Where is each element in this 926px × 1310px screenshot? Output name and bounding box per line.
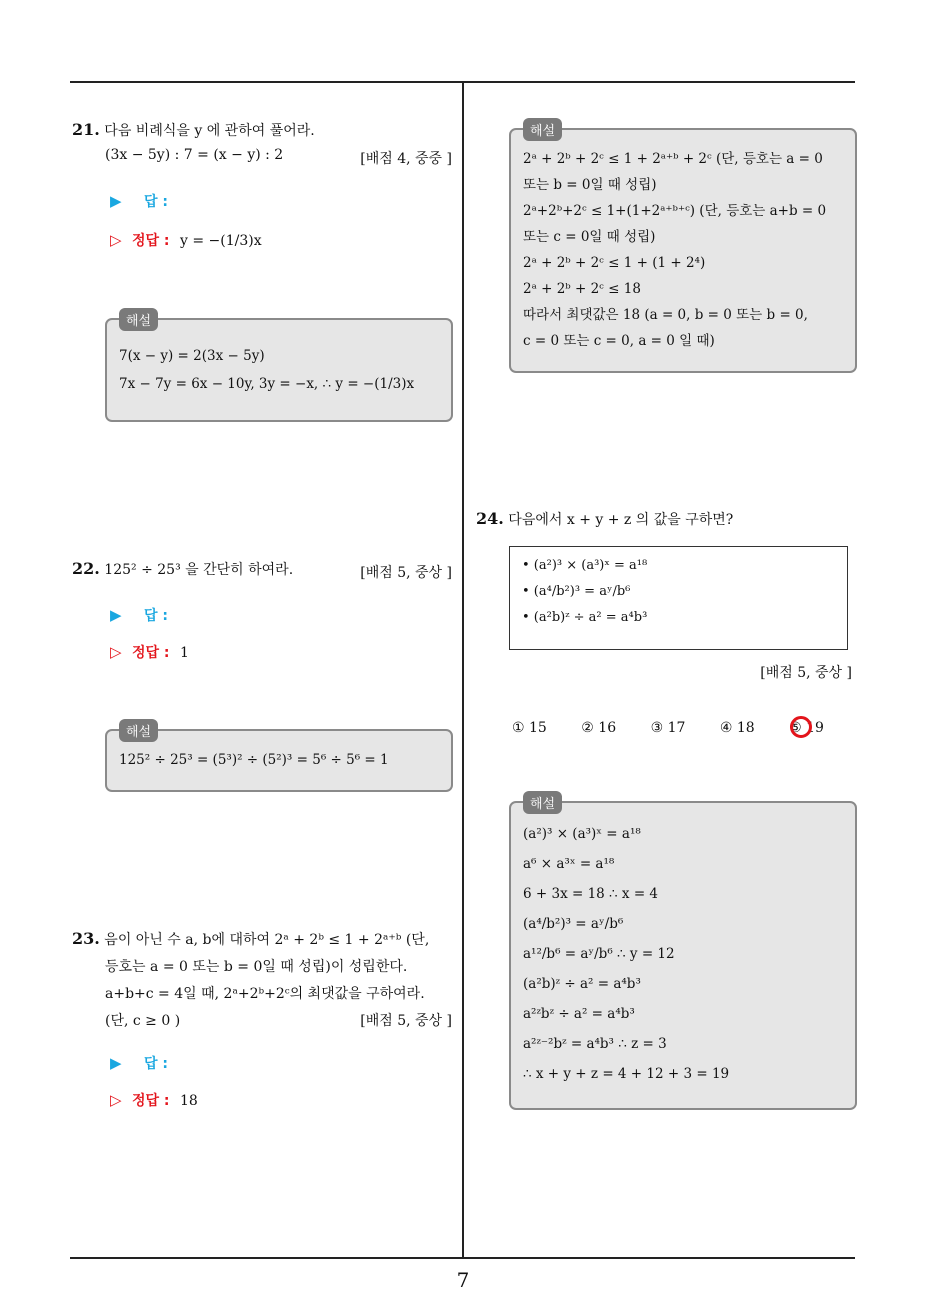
choice-5[interactable]: ⑤ 19 (789, 720, 824, 736)
solution-tag: 해설 (523, 791, 562, 814)
solution-tag: 해설 (119, 308, 158, 331)
question-number: 24. (476, 509, 504, 528)
solution-tag: 해설 (119, 719, 158, 742)
question-21-equation: (3x − 5y) : 7 = (x − y) : 2 (105, 147, 284, 163)
solution-line: (a⁴/b²)³ = aʸ/b⁶ (523, 916, 624, 932)
correct-label: 정답 : (132, 233, 170, 249)
points-label: [배점 4, 중중 ] (360, 151, 452, 167)
correct-label: 정답 : (132, 1093, 170, 1109)
solution-line: (a²)³ × (a³)ˣ = a¹⁸ (523, 826, 641, 842)
solution-line: 6 + 3x = 18 ∴ x = 4 (523, 886, 659, 902)
choice-4[interactable]: ④ 18 (719, 720, 755, 736)
answer-line[interactable] (110, 605, 168, 625)
choices (512, 720, 824, 736)
answer-line[interactable] (110, 191, 168, 211)
answer-label: 답 : (144, 194, 168, 210)
question-21 (72, 116, 315, 145)
points-label: [배점 5, 중상 ] (360, 1013, 452, 1029)
correct-value: 1 (179, 645, 189, 661)
question-22 (72, 555, 293, 584)
condition-item: • (a²b)ᶻ ÷ a² = a⁴b³ (522, 610, 648, 625)
question-text-line: 음이 아닌 수 a, b에 대하여 2ᵃ + 2ᵇ ≤ 1 + 2ᵃ⁺ᵇ (단, (104, 932, 430, 948)
solution-line: 또는 c = 0일 때 성립) (523, 229, 656, 245)
correct-answer-line (110, 642, 189, 662)
correct-answer-line (110, 230, 262, 250)
solution-line: 2ᵃ + 2ᵇ + 2ᶜ ≤ 18 (523, 281, 641, 297)
correct-answer-line (110, 1090, 198, 1110)
solution-line: 또는 b = 0일 때 성립) (523, 177, 657, 193)
solution-line: (a²b)ᶻ ÷ a² = a⁴b³ (523, 976, 641, 992)
answer-line[interactable] (110, 1053, 168, 1073)
solution-line: a¹²/b⁶ = aʸ/b⁶ ∴ y = 12 (523, 946, 675, 962)
solution-line: a⁶ × a³ˣ = a¹⁸ (523, 856, 615, 872)
solution-line: ∴ x + y + z = 4 + 12 + 3 = 19 (523, 1066, 730, 1082)
question-text: 125² ÷ 25³ 을 간단히 하여라. (104, 562, 294, 578)
solution-line: c = 0 또는 c = 0, a = 0 일 때) (523, 333, 715, 349)
choice-2[interactable]: ② 16 (581, 720, 617, 736)
solution-line: 2ᵃ + 2ᵇ + 2ᶜ ≤ 1 + 2ᵃ⁺ᵇ + 2ᶜ (단, 등호는 a = 0 (523, 151, 823, 167)
play-icon: ▶ (110, 606, 122, 624)
answer-label: 답 : (144, 608, 168, 624)
points-label: [배점 5, 중상 ] (760, 665, 852, 681)
column-divider (462, 82, 464, 1258)
solution-box (105, 314, 453, 422)
solution-line: 7x − 7y = 6x − 10y, 3y = −x, ∴ y = −(1/3)x (119, 376, 415, 392)
triangle-outline-icon: ▷ (110, 1091, 122, 1109)
answer-label: 답 : (144, 1056, 168, 1072)
solution-box (509, 124, 857, 373)
solution-line: 7(x − y) = 2(3x − 5y) (119, 348, 265, 364)
choice-3[interactable]: ③ 17 (650, 720, 686, 736)
triangle-outline-icon: ▷ (110, 231, 122, 249)
question-24 (476, 505, 733, 534)
play-icon: ▶ (110, 1054, 122, 1072)
play-icon: ▶ (110, 192, 122, 210)
page-number: 7 (456, 1268, 470, 1292)
condition-item: • (a⁴/b²)³ = aʸ/b⁶ (522, 584, 631, 599)
correct-value: 18 (179, 1093, 198, 1109)
question-number: 22. (72, 559, 100, 578)
question-text-line: 등호는 a = 0 또는 b = 0일 때 성립)이 성립한다. (105, 959, 408, 975)
bottom-rule (70, 1257, 855, 1259)
condition-item: • (a²)³ × (a³)ˣ = a¹⁸ (522, 558, 648, 573)
question-number: 23. (72, 929, 100, 948)
solution-line: 2ᵃ + 2ᵇ + 2ᶜ ≤ 1 + (1 + 2⁴) (523, 255, 706, 271)
question-text-line: (단, c ≥ 0 ) (105, 1013, 181, 1029)
solution-box (105, 725, 453, 792)
triangle-outline-icon: ▷ (110, 643, 122, 661)
solution-tag: 해설 (523, 118, 562, 141)
solution-line: 2ᵃ+2ᵇ+2ᶜ ≤ 1+(1+2ᵃ⁺ᵇ⁺ᶜ) (단, 등호는 a+b = 0 (523, 203, 827, 219)
selected-answer-circle (790, 716, 812, 738)
question-text-line: a+b+c = 4일 때, 2ᵃ+2ᵇ+2ᶜ의 최댓값을 구하여라. (105, 986, 425, 1002)
choice-1[interactable]: ① 15 (512, 720, 547, 736)
question-text: 다음 비례식을 y 에 관하여 풀어라. (104, 123, 315, 139)
points-label: [배점 5, 중상 ] (360, 565, 452, 581)
question-text: 다음에서 x + y + z 의 값을 구하면? (508, 512, 734, 528)
solution-line: a²ᶻbᶻ ÷ a² = a⁴b³ (523, 1006, 635, 1022)
solution-box (509, 797, 857, 1110)
correct-value: y = −(1/3)x (179, 233, 262, 249)
solution-line: 따라서 최댓값은 18 (a = 0, b = 0 또는 b = 0, (523, 307, 808, 323)
conditions-box (509, 546, 848, 650)
solution-line: 125² ÷ 25³ = (5³)² ÷ (5²)³ = 5⁶ ÷ 5⁶ = 1 (119, 752, 389, 768)
correct-label: 정답 : (132, 645, 170, 661)
solution-line: a²ᶻ⁻²bᶻ = a⁴b³ ∴ z = 3 (523, 1036, 667, 1052)
question-number: 21. (72, 120, 100, 139)
